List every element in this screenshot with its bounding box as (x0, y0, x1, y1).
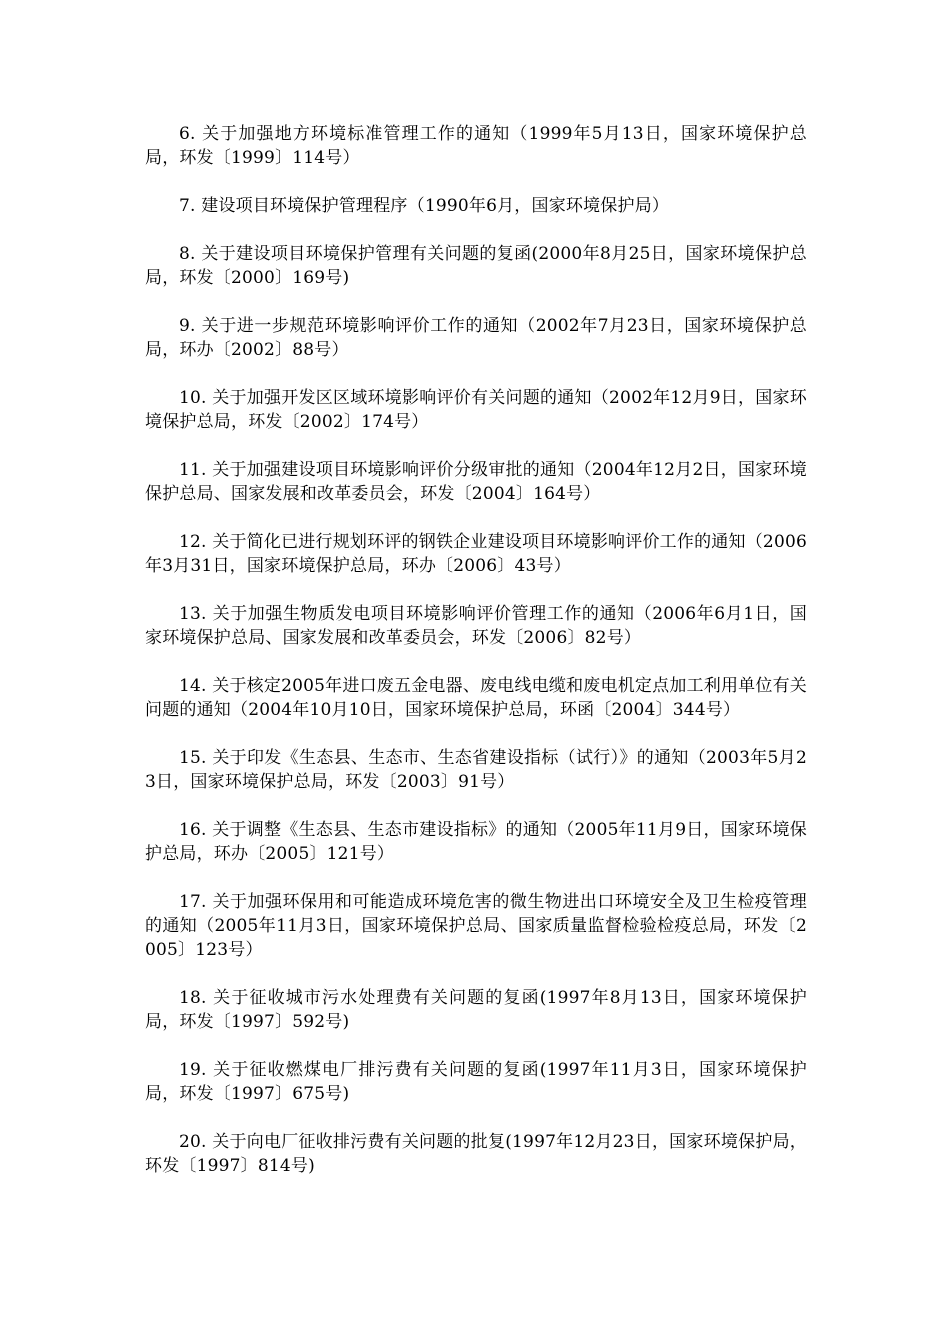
list-item: 6. 关于加强地方环境标准管理工作的通知（1999年5月13日，国家环境保护总局，环发〔1999〕114号） (145, 124, 807, 168)
list-item: 17. 关于加强环保用和可能造成环境危害的微生物进出口环境安全及卫生检疫管理的通知（2005年11月3日，国家环境保护总局、国家质量监督检验检疫总局，环发〔2005〕123号） (145, 892, 807, 960)
list-item: 10. 关于加强开发区区域环境影响评价有关问题的通知（2002年12月9日，国家环境保护总局，环发〔2002〕174号） (145, 388, 807, 432)
document-body (145, 122, 807, 1202)
list-item: 11. 关于加强建设项目环境影响评价分级审批的通知（2004年12月2日，国家环境保护总局、国家发展和改革委员会，环发〔2004〕164号） (145, 460, 807, 504)
list-item: 16. 关于调整《生态县、生态市建设指标》的通知（2005年11月9日，国家环境保护总局，环办〔2005〕121号） (145, 820, 807, 864)
list-item: 9. 关于进一步规范环境影响评价工作的通知（2002年7月23日，国家环境保护总局，环办〔2002〕88号） (145, 316, 807, 360)
list-item: 7. 建设项目环境保护管理程序（1990年6月，国家环境保护局） (179, 196, 670, 216)
list-item: 14. 关于核定2005年进口废五金电器、废电线电缆和废电机定点加工利用单位有关问题的通知（2004年10月10日，国家环境保护总局，环函〔2004〕344号） (145, 676, 807, 720)
list-item: 15. 关于印发《生态县、生态市、生态省建设指标（试行）》的通知（2003年5月23日，国家环境保护总局，环发〔2003〕91号） (145, 748, 807, 792)
list-item: 13. 关于加强生物质发电项目环境影响评价管理工作的通知（2006年6月1日，国家环境保护总局、国家发展和改革委员会，环发〔2006〕82号） (145, 604, 807, 648)
list-item: 19. 关于征收燃煤电厂排污费有关问题的复函(1997年11月3日，国家环境保护局，环发〔1997〕675号) (145, 1060, 807, 1104)
list-item: 20. 关于向电厂征收排污费有关问题的批复(1997年12月23日，国家环境保护局，环发〔1997〕814号) (145, 1132, 807, 1176)
list-item: 12. 关于简化已进行规划环评的钢铁企业建设项目环境影响评价工作的通知（2006年3月31日，国家环境保护总局，环办〔2006〕43号） (145, 532, 807, 576)
list-item: 8. 关于建设项目环境保护管理有关问题的复函(2000年8月25日，国家环境保护总局，环发〔2000〕169号) (145, 244, 807, 288)
list-item: 18. 关于征收城市污水处理费有关问题的复函(1997年8月13日，国家环境保护局，环发〔1997〕592号) (145, 988, 807, 1032)
